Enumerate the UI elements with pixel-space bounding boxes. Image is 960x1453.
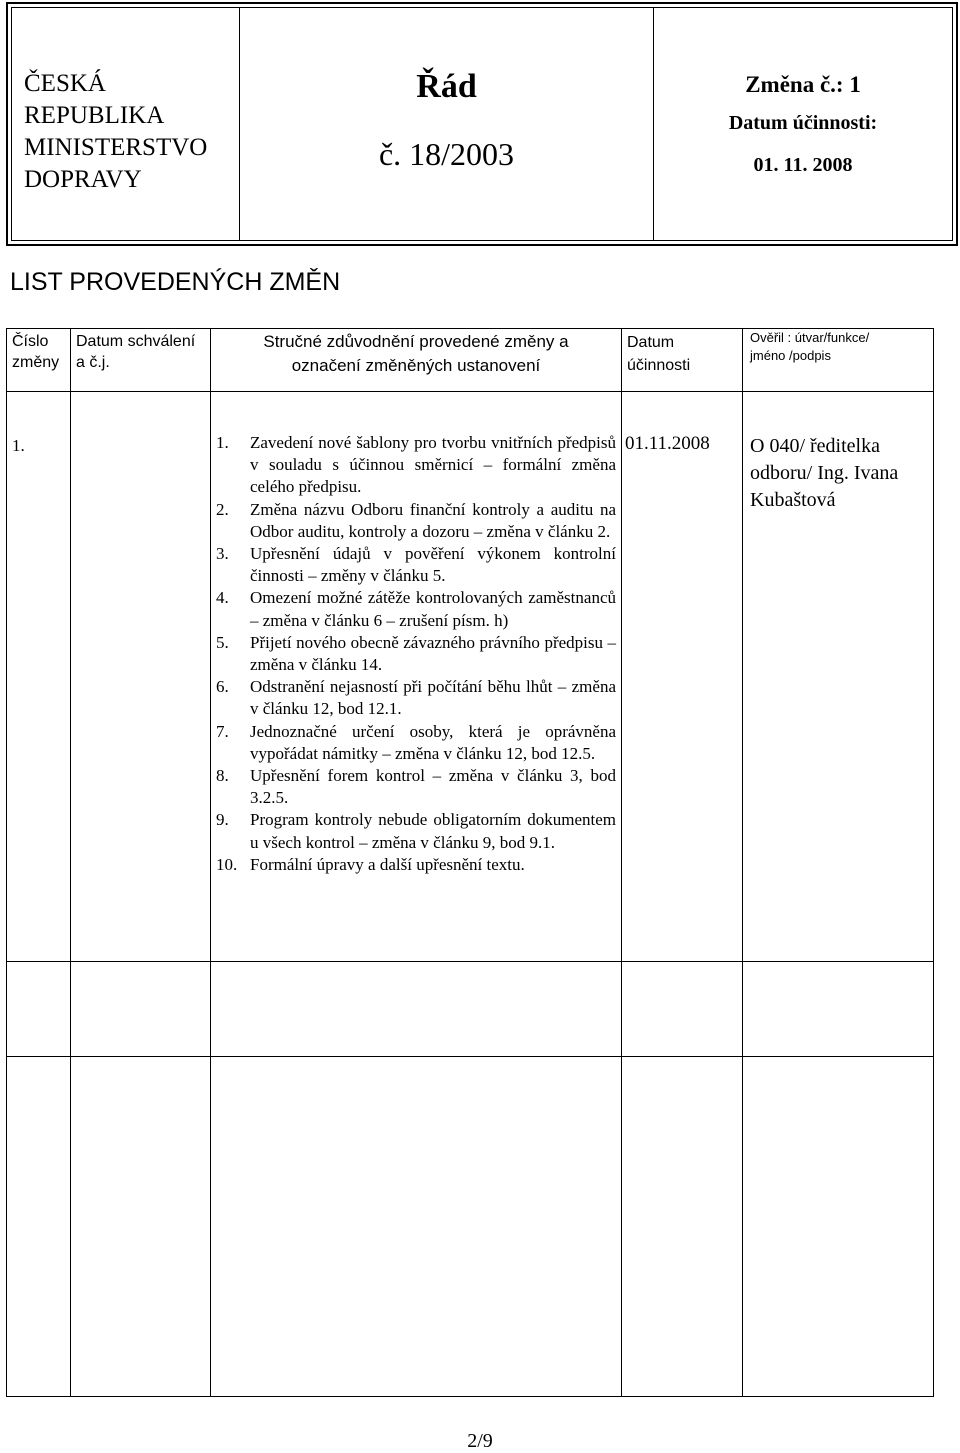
item-number: 8.: [216, 766, 229, 786]
header-text: označení změněných ustanovení: [291, 356, 541, 375]
change-label: Změna č.:: [745, 72, 844, 97]
ministry-line: DOPRAVY: [24, 166, 142, 193]
item-number: 10.: [216, 854, 238, 874]
change-item: [216, 432, 616, 499]
item-text: Upřesnění údajů v pověření výkonem kontrolní činnosti – změny v článku 5.: [250, 544, 616, 586]
change-item: [216, 721, 616, 765]
item-number: 9.: [216, 810, 229, 830]
header-text: Ověřil : útvar/funkce/: [750, 330, 870, 345]
change-number: 1: [849, 72, 861, 97]
item-number: 5.: [216, 632, 229, 652]
change-item: [216, 854, 616, 876]
changes-table: [6, 328, 934, 1397]
item-number: 1.: [216, 433, 229, 452]
item-text: Formální úpravy a další upřesnění textu.: [250, 854, 525, 874]
item-text: Jednoznačné určení osoby, která je oprávněna vypořádat námitky – změna v článku 12, bod 12.5.: [250, 721, 616, 763]
ministry-line: REPUBLIKA: [24, 102, 165, 129]
header-row-divider: [7, 391, 933, 392]
column-divider: [621, 329, 622, 1396]
document-header: [6, 2, 958, 246]
page-number: 2/9: [467, 1430, 493, 1452]
ministry-line: MINISTERSTVO: [24, 134, 208, 161]
column-header-number: [12, 331, 59, 373]
row-verified-by: O 040/ ředitelka odboru/ Ing. Ivana Kubaštová: [750, 435, 899, 511]
column-divider: [210, 329, 211, 1396]
row-divider: [7, 1056, 933, 1057]
change-item: [216, 587, 616, 631]
header-text: změny: [12, 354, 60, 371]
document-type-cell: [240, 8, 654, 240]
column-header-effective: [627, 331, 690, 377]
column-header-justification: [211, 330, 621, 378]
header-text: Datum schválení: [76, 333, 196, 350]
header-grid: [11, 7, 953, 241]
list-title: LIST PROVEDENÝCH ZMĚN: [10, 268, 341, 296]
row-divider: [7, 961, 933, 962]
item-text: Upřesnění forem kontrol – změna v článku 3, bod 3.2.5.: [250, 766, 616, 808]
ministry-name: [24, 68, 207, 196]
document-type: Řád: [416, 68, 477, 105]
header-text: účinnosti: [627, 357, 691, 374]
item-text: Omezení možné zátěže kontrolovaných zaměstnanců – změna v článku 6 – zrušení písm. h): [250, 588, 616, 630]
column-divider: [70, 329, 71, 1396]
change-item: [216, 765, 616, 809]
item-text: Přijetí nového obecně závazného právního předpisu – změna v článku 14.: [250, 632, 616, 675]
item-text: Zavedení nové šablony pro tvorbu vnitřních předpisů v souladu s účinnou směrnicí – formální změna celého předpisu.: [250, 433, 616, 497]
change-item: [216, 809, 616, 853]
change-item: [216, 676, 616, 720]
change-item: [216, 543, 616, 587]
item-number: 4.: [216, 588, 229, 608]
effective-date-label: Datum účinnosti:: [728, 112, 878, 134]
ministry-cell: [12, 8, 240, 240]
column-header-verified: [750, 329, 869, 365]
header-text: Číslo: [12, 333, 49, 350]
item-number: 6.: [216, 677, 229, 697]
header-text: Stručné zdůvodnění provedené změny a: [263, 332, 569, 351]
ministry-line: ČESKÁ: [24, 70, 106, 97]
item-text: Program kontroly nebude obligatorním dokumentem u všech kontrol – změna v článku 9, bod 9.1.: [250, 810, 616, 852]
item-number: 2.: [216, 499, 229, 519]
header-text: jméno /podpis: [750, 348, 831, 363]
header-text: Datum: [627, 334, 675, 351]
item-text: Odstranění nejasností při počítání běhu lhůt – změna v článku 12, bod 12.1.: [250, 677, 616, 719]
column-header-approval: [76, 331, 195, 373]
item-number: 3.: [216, 544, 229, 564]
column-divider: [742, 329, 743, 1396]
change-number-line: [654, 72, 952, 98]
effective-date-value: 01. 11. 2008: [753, 154, 853, 176]
document-number: č. 18/2003: [378, 136, 515, 172]
header-text: a č.j.: [76, 354, 110, 371]
row-effective-date: 01.11.2008: [625, 433, 710, 454]
change-item: [216, 499, 616, 543]
item-text: Změna názvu Odboru finanční kontroly a auditu na Odbor auditu, kontroly a dozoru – změna v článku 2.: [250, 499, 616, 541]
change-item: [216, 632, 616, 676]
change-items-list: [216, 432, 616, 876]
item-number: 7.: [216, 721, 229, 741]
change-info-cell: [654, 8, 952, 240]
row-number: 1.: [12, 436, 25, 455]
